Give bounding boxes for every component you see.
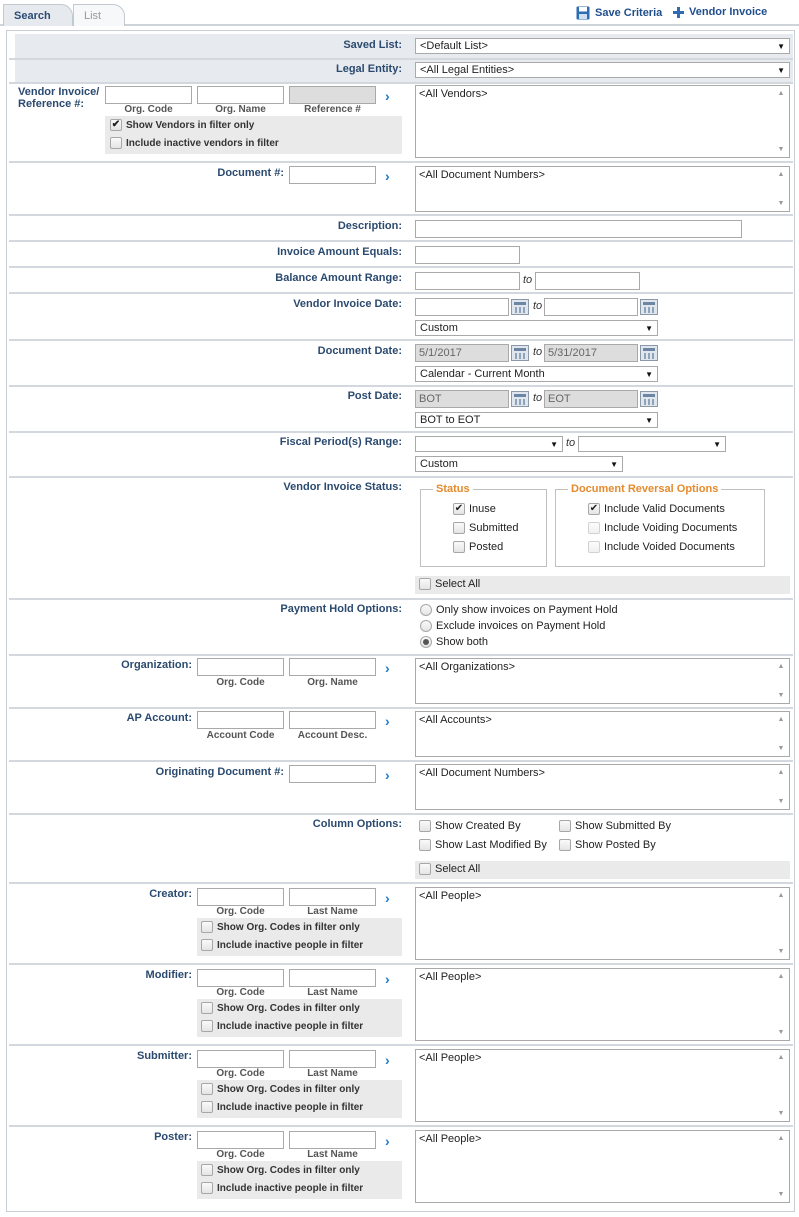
scrollbar[interactable]: ▲ ▼ [777,716,785,752]
payment-hold-both-radio[interactable] [420,636,488,648]
column-options-label: Column Options: [312,818,402,830]
show-created-by-label: Show Created By [435,820,521,832]
description-input[interactable] [415,220,742,238]
submitter-include-inactive-checkbox[interactable] [201,1101,363,1113]
arrow-right-icon[interactable]: › [385,767,390,783]
creator-label: Creator: [149,888,192,900]
tab-search[interactable]: Search [3,4,73,26]
fiscal-period-range-select[interactable] [415,456,623,472]
last-name-caption: Last Name [307,987,358,998]
creator-last-name-input[interactable] [289,888,376,906]
poster-show-org-checkbox[interactable] [201,1164,360,1176]
calendar-icon[interactable] [640,345,658,361]
balance-to-input[interactable] [535,272,640,290]
status-label: Vendor Invoice Status: [283,481,402,493]
show-vendors-label: Show Vendors in filter only [126,119,255,131]
creator-include-inactive-label: Include inactive people in filter [217,939,364,951]
modifier-include-inactive-checkbox[interactable] [201,1020,363,1032]
creator-show-org-label: Show Org. Codes in filter only [217,921,360,933]
submitter-include-inactive-label: Include inactive people in filter [217,1101,364,1113]
checkmark-icon: ✔ [454,503,464,514]
creator-show-org-checkbox[interactable] [201,921,360,933]
last-name-caption: Last Name [307,906,358,917]
vendor-reference-input[interactable] [289,86,376,104]
dropdown-arrow-icon: ▼ [645,370,653,379]
divider [9,598,793,600]
organization-code-input[interactable] [197,658,284,676]
poster-last-name-input[interactable] [289,1131,376,1149]
submitted-checkbox[interactable] [453,522,519,534]
org-code-caption: Org. Code [216,1149,265,1160]
include-voiding-label: Include Voiding Documents [604,522,738,534]
scrollbar[interactable]: ▲ ▼ [777,171,785,207]
dropdown-arrow-icon: ▼ [645,416,653,425]
poster-label: Poster: [154,1131,192,1143]
show-posted-by-label: Show Posted By [575,839,656,851]
org-code-caption: Org. Code [216,1068,265,1079]
divider [9,963,793,965]
floppy-disk-icon [576,6,590,20]
divider [9,82,793,84]
account-code-input[interactable] [197,711,284,729]
balance-range-label: Balance Amount Range: [275,272,402,284]
creator-include-inactive-checkbox[interactable] [201,939,363,951]
divider [9,431,793,433]
divider [9,476,793,478]
org-code-caption: Org. Code [216,677,265,688]
description-label: Description: [337,220,402,232]
divider [9,882,793,884]
organization-label: Organization: [121,659,192,671]
document-list-box[interactable] [415,166,790,212]
modifier-org-code-input[interactable] [197,969,284,987]
include-voided-checkbox[interactable] [588,541,735,553]
organization-name-input[interactable] [289,658,376,676]
vendor-list-value: <All Vendors> [419,88,488,100]
account-desc-caption: Account Desc. [297,730,368,741]
payment-hold-label: Payment Hold Options: [280,603,402,615]
divider [9,292,793,294]
payment-hold-exclude-radio[interactable] [420,620,605,632]
vendor-label-line1: Vendor Invoice/ [18,86,100,98]
last-name-caption: Last Name [307,1068,358,1079]
post-date-range-select[interactable] [415,412,658,428]
org-code-caption: Org. Code [124,104,173,115]
to-label: to [566,437,576,449]
show-last-modified-by-checkbox[interactable] [419,839,547,851]
poster-include-inactive-checkbox[interactable] [201,1182,363,1194]
modifier-list-box[interactable] [415,968,790,1041]
originating-list-box[interactable] [415,764,790,810]
poster-include-inactive-label: Include inactive people in filter [217,1182,364,1194]
org-code-caption: Org. Code [216,906,265,917]
divider [9,161,793,163]
show-submitted-by-checkbox[interactable] [559,820,671,832]
tab-bar [0,0,799,26]
inuse-checkbox[interactable] [453,503,496,515]
scrollbar[interactable]: ▲ ▼ [777,663,785,699]
to-label: to [533,392,543,404]
post-date-from-input[interactable]: BOT [415,390,509,408]
to-label: to [523,274,533,286]
submitter-label: Submitter: [137,1050,192,1062]
submitter-last-name-input[interactable] [289,1050,376,1068]
post-date-to-input[interactable]: EOT [544,390,638,408]
calendar-icon[interactable] [511,391,529,407]
submitter-org-code-input[interactable] [197,1050,284,1068]
modifier-show-org-label: Show Org. Codes in filter only [217,1002,360,1014]
include-inactive-vendors-checkbox[interactable] [110,137,279,149]
org-code-caption: Org. Code [216,987,265,998]
divider [9,654,793,656]
arrow-right-icon[interactable]: › [385,168,390,184]
checkmark-icon: ✔ [589,503,599,514]
divider [9,266,793,268]
document-label: Document #: [217,167,284,179]
modifier-include-inactive-label: Include inactive people in filter [217,1020,364,1032]
payment-hold-both-label: Show both [436,636,488,648]
document-date-range-select[interactable] [415,366,658,382]
arrow-right-icon[interactable]: › [385,88,390,104]
vendor-invoice-date-to-input[interactable] [544,298,638,316]
payment-hold-exclude-label: Exclude invoices on Payment Hold [436,620,606,632]
fiscal-period-from-select[interactable] [415,436,563,452]
arrow-right-icon[interactable]: › [385,1052,390,1068]
divider [9,240,793,242]
post-date-range-value: BOT to EOT [420,414,481,426]
legal-entity-value: <All Legal Entities> [420,64,515,76]
show-posted-by-checkbox[interactable] [559,839,656,851]
modifier-show-org-checkbox[interactable] [201,1002,360,1014]
saved-list-value: <Default List> [420,40,488,52]
vendor-invoice-date-range-select[interactable] [415,320,658,336]
divider [9,1125,793,1127]
to-label: to [533,346,543,358]
show-submitted-by-label: Show Submitted By [575,820,671,832]
reference-caption: Reference # [304,104,361,115]
arrow-right-icon[interactable]: › [385,971,390,987]
organization-list-box[interactable] [415,658,790,704]
to-label: to [533,300,543,312]
submitter-list-box[interactable] [415,1049,790,1122]
status-select-all-label: Select All [435,578,481,590]
show-vendors-checkbox[interactable] [110,119,254,131]
columns-select-all-checkbox[interactable] [419,863,480,875]
dropdown-arrow-icon: ▼ [713,440,721,449]
save-criteria-link[interactable] [576,6,662,20]
fiscal-period-label: Fiscal Period(s) Range: [279,436,402,448]
account-desc-input[interactable] [289,711,376,729]
posted-label: Posted [469,541,504,553]
vendor-invoice-date-range-value: Custom [420,322,458,334]
poster-org-code-input[interactable] [197,1131,284,1149]
divider [9,1044,793,1046]
arrow-right-icon[interactable]: › [385,890,390,906]
payment-hold-only-label: Only show invoices on Payment Hold [436,604,618,616]
divider [9,339,793,341]
vendor-list-box[interactable] [415,85,790,158]
submitter-show-org-label: Show Org. Codes in filter only [217,1083,360,1095]
account-list-box[interactable] [415,711,790,757]
posted-checkbox[interactable] [453,541,503,553]
reversal-legend: Document Reversal Options [571,483,719,495]
org-name-caption: Org. Name [215,104,266,115]
inuse-label: Inuse [469,503,496,515]
vendor-invoice-date-label: Vendor Invoice Date: [293,298,402,310]
dropdown-arrow-icon: ▼ [550,440,558,449]
creator-list-box[interactable] [415,887,790,960]
document-number-input[interactable] [289,166,376,184]
legal-entity-select[interactable] [415,62,790,78]
columns-select-all-label: Select All [435,863,481,875]
scrollbar[interactable]: ▲ ▼ [777,90,785,153]
status-legend: Status [436,483,470,495]
dropdown-arrow-icon: ▼ [777,66,785,75]
divider [9,707,793,709]
modifier-last-name-input[interactable] [289,969,376,987]
scrollbar[interactable]: ▲ ▼ [777,973,785,1036]
creator-org-code-input[interactable] [197,888,284,906]
org-name-caption: Org. Name [307,677,358,688]
payment-hold-only-radio[interactable] [420,604,618,616]
scrollbar[interactable]: ▲ ▼ [777,1135,785,1198]
document-date-label: Document Date: [317,345,402,357]
divider [9,760,793,762]
poster-show-org-label: Show Org. Codes in filter only [217,1164,360,1176]
include-valid-checkbox[interactable] [588,503,725,515]
dropdown-arrow-icon: ▼ [610,460,618,469]
fiscal-period-to-select[interactable] [578,436,726,452]
show-created-by-checkbox[interactable] [419,820,521,832]
divider [9,58,793,60]
balance-from-input[interactable] [415,272,520,290]
include-voiding-checkbox[interactable] [588,522,737,534]
document-date-range-value: Calendar - Current Month [420,368,545,380]
legal-entity-label: Legal Entity: [335,63,402,75]
account-code-caption: Account Code [206,730,275,741]
vendor-label-line2: Reference #: [18,98,85,110]
dropdown-arrow-icon: ▼ [645,324,653,333]
calendar-icon[interactable] [511,299,529,315]
poster-list-box[interactable] [415,1130,790,1203]
fiscal-period-range-value: Custom [420,458,458,470]
originating-list-value: <All Document Numbers> [419,767,545,779]
originating-document-input[interactable] [289,765,376,783]
document-date-to-input[interactable]: 5/31/2017 [544,344,638,362]
modifier-list-value: <All People> [419,971,482,983]
saved-list-label: Saved List: [343,39,402,51]
calendar-icon[interactable] [640,299,658,315]
invoice-amount-label: Invoice Amount Equals: [277,246,402,258]
vendor-org-name-input[interactable] [197,86,284,104]
show-last-modified-by-label: Show Last Modified By [435,839,547,851]
save-criteria-label: Save Criteria [595,7,663,19]
calendar-icon[interactable] [511,345,529,361]
vendor-org-code-input[interactable] [105,86,192,104]
last-name-caption: Last Name [307,1149,358,1160]
vendor-invoice-link[interactable] [673,6,767,18]
poster-list-value: <All People> [419,1133,482,1145]
submitter-show-org-checkbox[interactable] [201,1083,360,1095]
submitter-list-value: <All People> [419,1052,482,1064]
creator-list-value: <All People> [419,890,482,902]
ap-account-label: AP Account: [126,712,192,724]
scrollbar[interactable]: ▲ ▼ [777,1054,785,1117]
scrollbar[interactable]: ▲ ▼ [777,769,785,805]
organization-list-value: <All Organizations> [419,661,515,673]
include-inactive-vendors-label: Include inactive vendors in filter [126,137,279,149]
originating-label: Originating Document #: [155,766,284,778]
divider [9,385,793,387]
dropdown-arrow-icon: ▼ [777,42,785,51]
status-select-all-checkbox[interactable] [419,578,480,590]
post-date-label: Post Date: [347,390,402,402]
include-valid-label: Include Valid Documents [604,503,725,515]
vendor-invoice-date-from-input[interactable] [415,298,509,316]
saved-list-select[interactable] [415,38,790,54]
arrow-right-icon[interactable]: › [385,713,390,729]
account-list-value: <All Accounts> [419,714,492,726]
divider [9,214,793,216]
submitted-label: Submitted [469,522,519,534]
arrow-right-icon[interactable]: › [385,1133,390,1149]
scrollbar[interactable]: ▲ ▼ [777,892,785,955]
checkmark-icon: ✔ [111,119,121,130]
document-date-from-input[interactable]: 5/1/2017 [415,344,509,362]
modifier-label: Modifier: [145,969,192,981]
document-list-value: <All Document Numbers> [419,169,545,181]
invoice-amount-input[interactable] [415,246,520,264]
divider [9,813,793,815]
calendar-icon[interactable] [640,391,658,407]
include-voided-label: Include Voided Documents [604,541,735,553]
plus-icon [673,7,684,18]
arrow-right-icon[interactable]: › [385,660,390,676]
vendor-invoice-label: Vendor Invoice [689,6,768,18]
tab-list[interactable]: List [73,4,125,26]
